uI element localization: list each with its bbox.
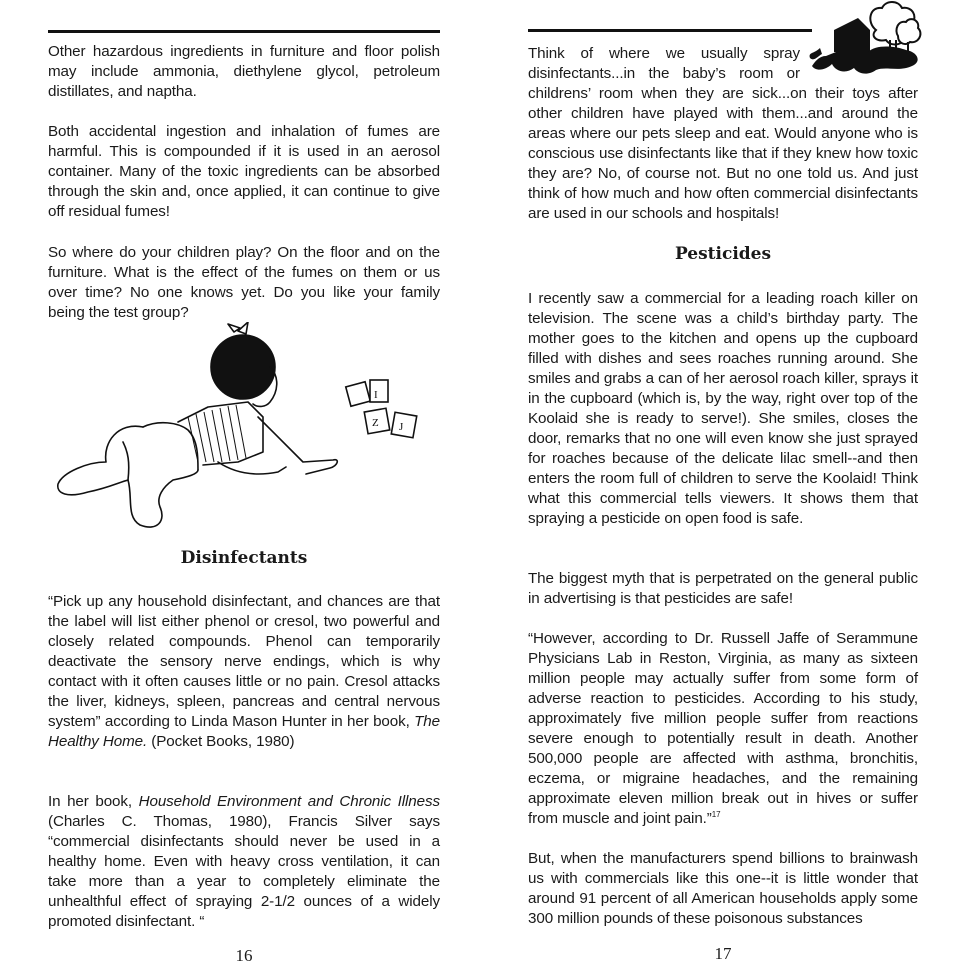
- paragraph-jaffe-study: [528, 629, 918, 829]
- top-rule: [48, 30, 440, 33]
- paragraph-ingestion: Both accidental ingestion and inhalation of fumes are harmful. This is compounded if it is used in an aerosol container. Many of the toxic ingredients can be absorbed through the skin and, once applied, it can continue to give off residual fumes!: [48, 123, 440, 220]
- top-rule: [528, 29, 812, 32]
- quote-text: “Pick up any household disinfectant, and chances are that the label will list either phenol or cresol, two powerful and closely related compounds. Phenol can temporarily deactivate the sensory nerve endings, which is why contact with it often causes little or no pain. Cresol attacks the liver, kidneys, spleen, pancreas and central nervous system” according to Linda Mason Hunter in her book,: [48, 593, 440, 730]
- section-heading-pesticides: Pesticides: [674, 244, 772, 264]
- silver-quote: (Charles C. Thomas, 1980), Francis Silver says “commercial disinfectants should never be used in a healthy home. Even with heavy cross ventilation, it can take more than a year to completely eliminate the unhealthful effect of spraying 2-1/2 ounces of a widely promoted disinfectant. “: [48, 813, 440, 930]
- svg-text:Z: Z: [372, 417, 379, 429]
- left-page: [48, 0, 440, 972]
- book-title-healthy-home: The Healthy Home.: [48, 713, 440, 750]
- svg-text:I: I: [374, 389, 378, 401]
- section-heading-disinfectants: Disinfectants: [180, 548, 308, 568]
- paragraph-where-we-spray: Think of where we usually spray disinfectants...in the baby’s room or childrens’ room when they are sick...on their toys after other children have played with them...and around the areas where our pets sleep and eat. Would anyone who is conscious use disinfectants like that if they knew how toxic they are? No, of course not. But no one told us. And just think of how much and how often commercial disinfectants are used in our schools and hospitals!: [528, 45, 918, 222]
- jaffe-quote-text: “However, according to Dr. Russell Jaffe of Serammune Physicians Lab in Reston, Virginia, as many as sixteen million people may actually suffer from some form of adverse reaction to pesticides. According to his study, approximately five million people suffer from reactions severe enough to potentially result in death. Another 500,000 people are affected with asthma, bronchitis, eczema, or migraine headaches, and the remaining approximate eleven million break out in hives or suffer from muscle and joint pain.”: [528, 630, 918, 827]
- page-number: 16: [235, 946, 253, 965]
- paragraph-roach-commercial: I recently saw a commercial for a leading roach killer on television. The scene was a child’s birthday party. The mother goes to the kitchen and opens up the cupboard filled with dishes and sees roaches running around. She smiles and grabs a can of her aerosol roach killer, sprays it in the cupboard (which is, by the way, right over top of the Koolaid she is ready to serve!). She smiles, closes the door, remarks that no one will even know she just sprayed for roaches because of the delicate lilac smell--and then enters the room full of children to serve the Koolaid! Think what this commercial tells viewers. It shows them that spraying a pesticide on open food is safe.: [528, 290, 918, 527]
- paragraph-brainwash: But, when the manufacturers spend billions to brainwash us with commercials like this one--it is little wonder that around 91 percent of all American households apply some 300 million pounds of these poisonous substances: [528, 850, 918, 927]
- paragraph-biggest-myth: The biggest myth that is perpetrated on the general public in advertising is that pesticides are safe!: [528, 570, 918, 607]
- footnote-marker: 17: [711, 809, 721, 819]
- paragraph-polish-ingredients: Other hazardous ingredients in furniture and floor polish may include ammonia, diethylene glycol, petroleum distillates, and naptha.: [48, 43, 440, 100]
- intro-text: In her book,: [48, 793, 139, 810]
- paragraph-children-play: So where do your children play? On the floor and on the furniture. What is the effect of the fumes on them or us over time? No one knows yet. Do you like your family being the test group?: [48, 244, 440, 321]
- right-page: [528, 0, 918, 972]
- paragraph-phenol-cresol: [48, 592, 440, 752]
- book-title-household-environment: Household Environment and Chronic Illness: [138, 793, 440, 810]
- crawling-baby-illustration: [48, 322, 428, 537]
- page-number: 17: [714, 944, 732, 963]
- svg-text:J: J: [399, 421, 404, 433]
- quote-citation: (Pocket Books, 1980): [147, 733, 295, 750]
- paragraph-francis-silver: [48, 792, 440, 932]
